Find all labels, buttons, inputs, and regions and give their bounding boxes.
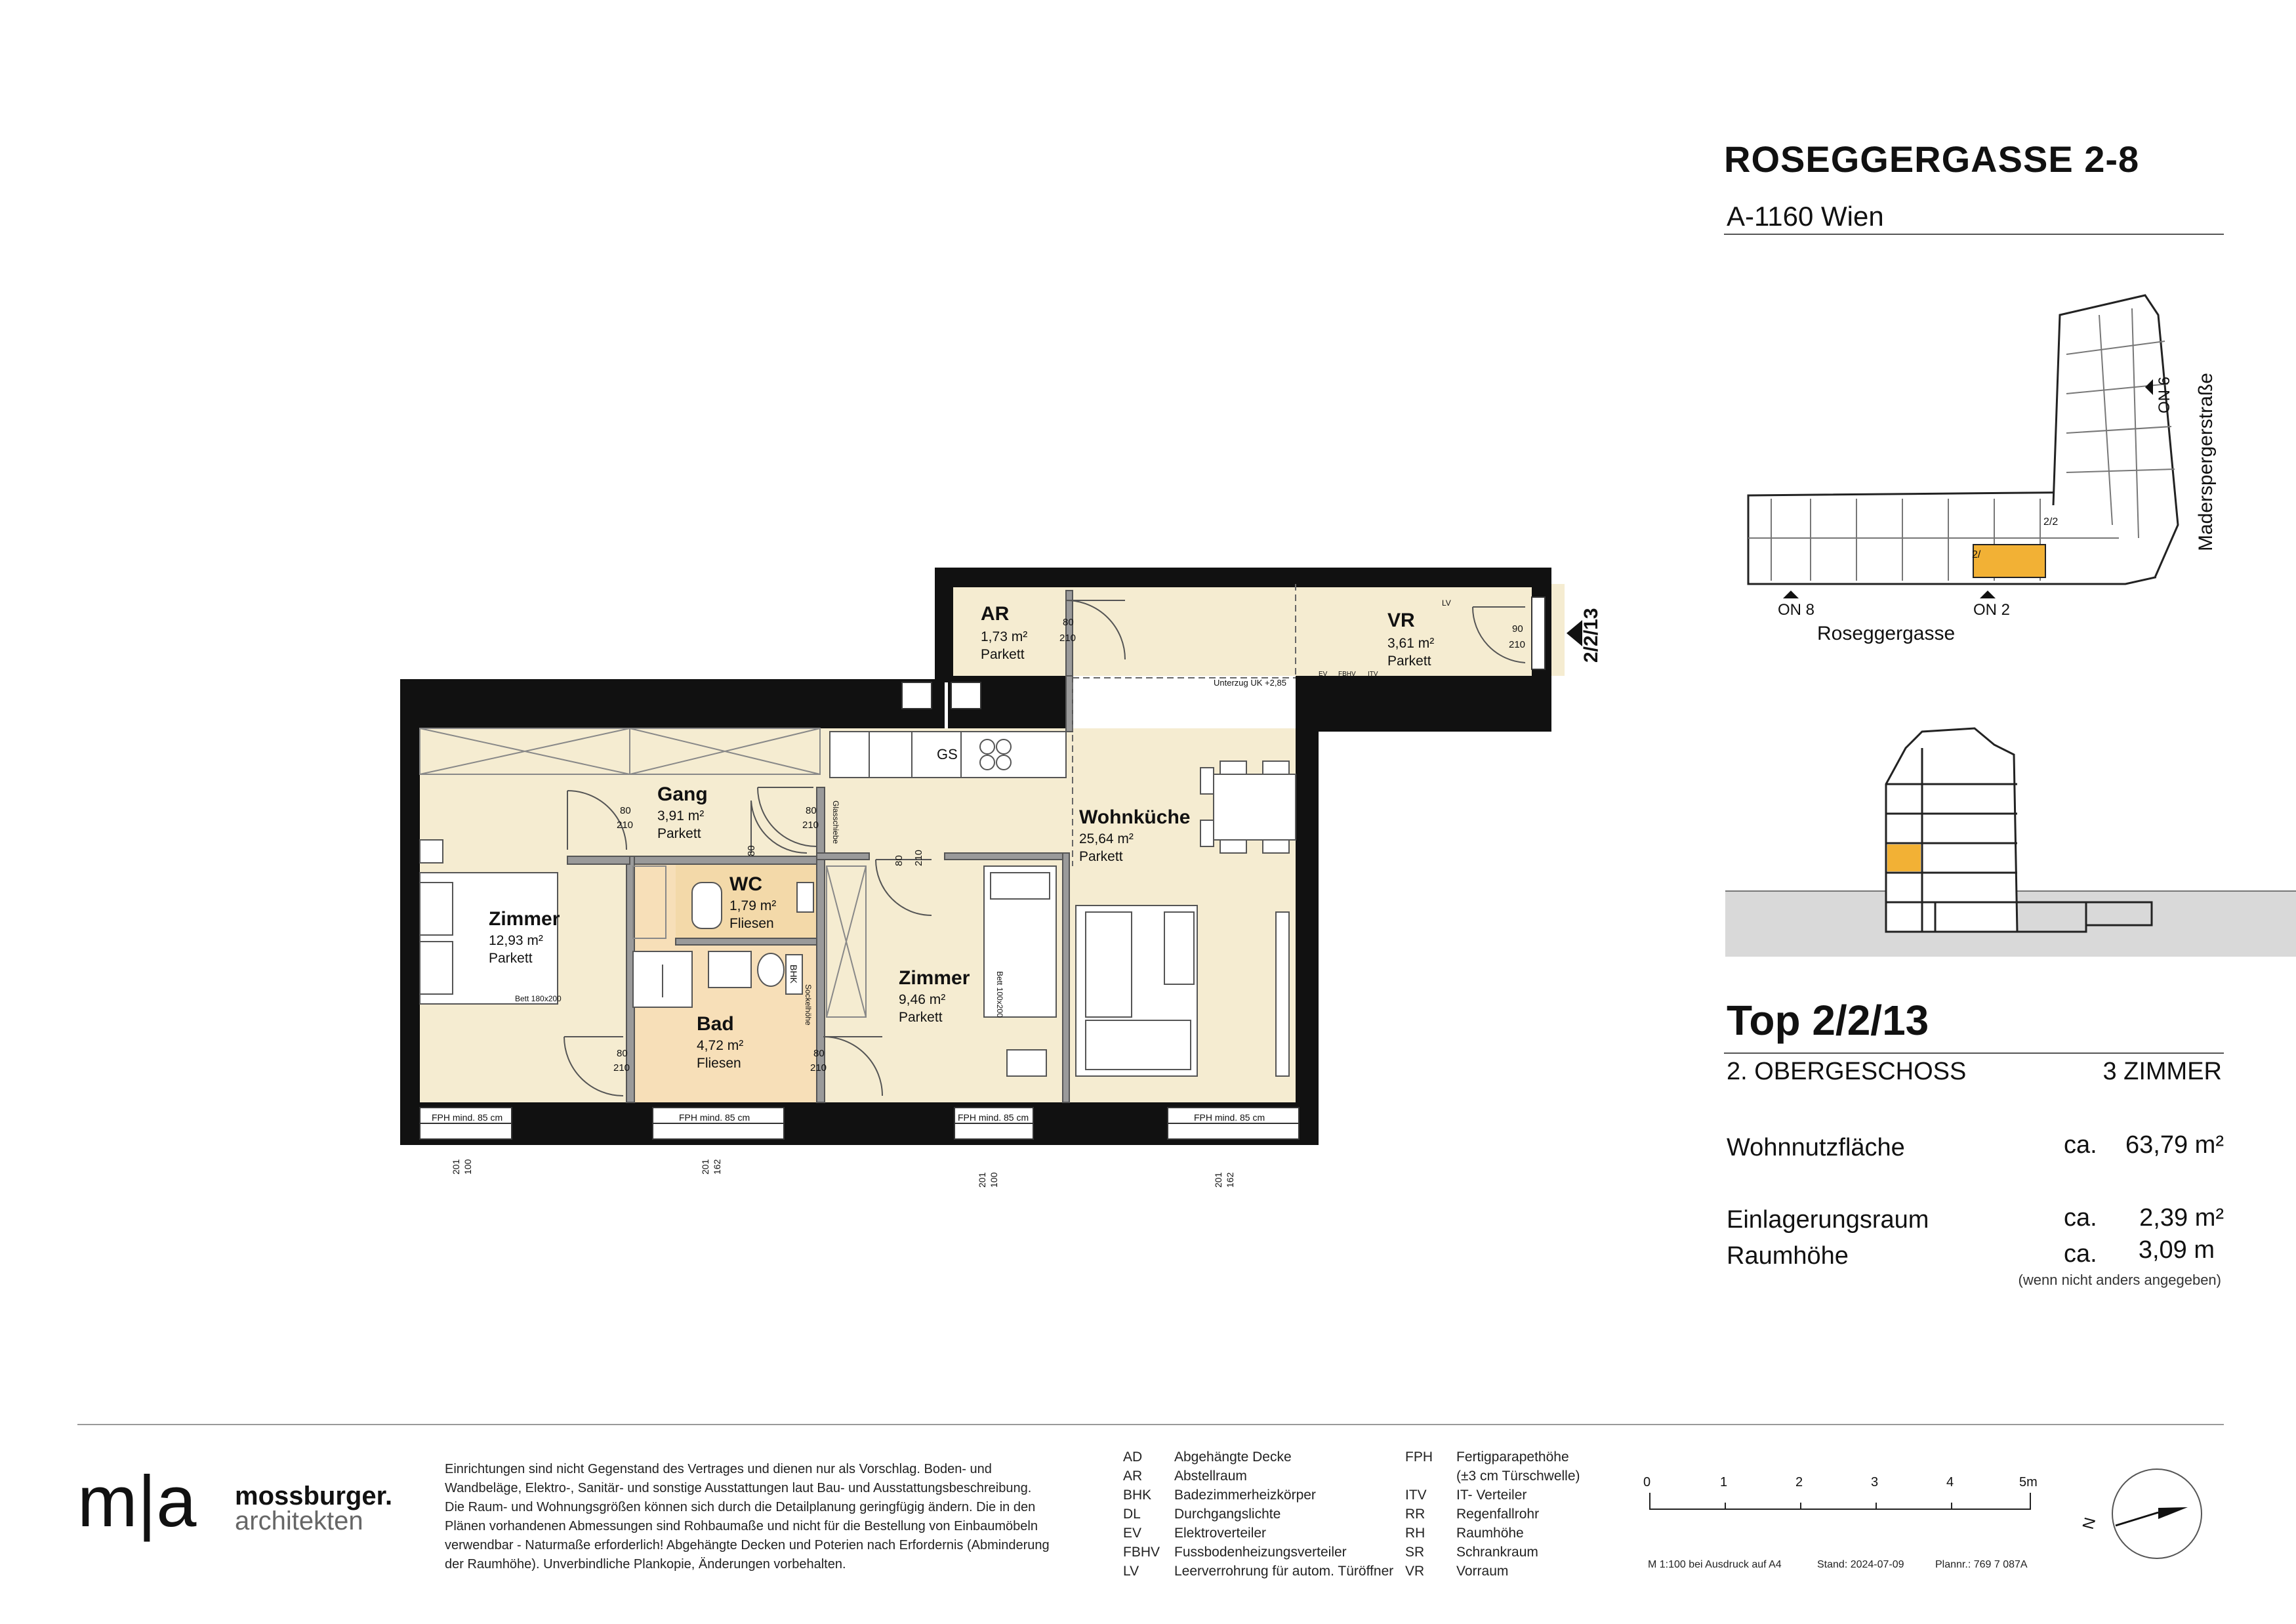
room-wc-name: WC xyxy=(729,873,762,895)
room-wc-floor: Fliesen xyxy=(729,916,774,931)
svg-text:210: 210 xyxy=(1509,639,1526,650)
window-vr-east xyxy=(1532,597,1545,669)
unit-floor: 2. OBERGESCHOSS xyxy=(1727,1058,1967,1085)
unit-highlight xyxy=(1973,545,2045,577)
wall-zimmer-kitchen xyxy=(817,853,869,860)
wall-vr-south xyxy=(1296,676,1551,732)
room-ar-floor: Parkett xyxy=(981,647,1025,662)
svg-text:90: 90 xyxy=(1512,623,1523,635)
section-marker-label: 2/2/13 xyxy=(1580,608,1602,663)
header-divider xyxy=(1724,234,2224,235)
north-arrow xyxy=(2080,1469,2202,1558)
beam-label: Unterzug UK +2,85 xyxy=(1214,678,1286,688)
room-vr-area: 3,61 m² xyxy=(1387,636,1435,651)
room-wohnkueche-area: 25,64 m² xyxy=(1079,831,1134,846)
marker-on6: ON 6 xyxy=(2156,376,2173,413)
wall-zimmer-gang xyxy=(567,856,630,864)
svg-text:FPH mind. 85 cm: FPH mind. 85 cm xyxy=(432,1112,503,1123)
raumhoehe-note: (wenn nicht anders angegeben) xyxy=(2018,1272,2221,1288)
room-wohnkueche-name: Wohnküche xyxy=(1079,806,1191,828)
bed-big-label: Bett 180x200 xyxy=(515,994,562,1003)
svg-text:80: 80 xyxy=(893,855,905,866)
scale-note: M 1:100 bei Ausdruck auf A4 xyxy=(1648,1559,1782,1570)
disclaimer: Einrichtungen sind nicht Gegenstand des Vertrages und dienen nur als Vorschlag. Boden- und Wandbeläge, Elektro-, Sanitär- und sonstige Ausstattungen laut Bau- und Ausstattungsbeschreibung. Die Raum- und Wohnungsgrößen können sich durch die Detailplanung geringfügig ändern. Die in den Plänen vorhandenen Abmessungen sind Rohbaumaße und nicht für die Bestellung von Einbaumöbeln verwendbar - Naturmaße erforderlich! Abgehängte Decken und Poterien nach Erfordernis (Abminderung der Raumhöhe). Unverbindliche Plankopie, Änderungen vorbehalten. xyxy=(445,1462,1050,1572)
bath-basin xyxy=(708,951,751,988)
wc-toilet xyxy=(692,883,722,928)
raumhoehe-value: 3,09 m xyxy=(2138,1236,2215,1264)
svg-text:80: 80 xyxy=(806,805,817,816)
brand-sub: architekten xyxy=(235,1507,363,1535)
brand-name: mossburger. xyxy=(235,1482,393,1510)
room-zimmer2-area: 9,46 m² xyxy=(899,992,946,1007)
wall-ar-main xyxy=(1066,676,1073,732)
room-zimmer2-floor: Parkett xyxy=(899,1010,943,1025)
wall-main-east xyxy=(1296,728,1319,1145)
wall-ar-west xyxy=(935,568,953,682)
scale-tick-0: 0 xyxy=(1643,1475,1651,1489)
scale-tick-3: 3 xyxy=(1871,1475,1879,1489)
wall-main-west xyxy=(400,679,420,1145)
dining-table xyxy=(1200,761,1296,853)
street-right: Maderspergerstraße xyxy=(2195,373,2217,551)
appliance-gs: GS xyxy=(937,746,958,762)
svg-text:210: 210 xyxy=(617,820,634,831)
svg-text:162: 162 xyxy=(712,1159,722,1175)
svg-text:201: 201 xyxy=(1213,1172,1223,1188)
stand: Stand: 2024-07-09 xyxy=(1817,1559,1904,1570)
svg-text:ITV: ITV xyxy=(1368,671,1378,678)
wall-gang-wc xyxy=(626,856,817,864)
section-marker xyxy=(1567,608,1602,663)
wc-basin xyxy=(797,883,813,912)
legend-right: FPH Fertigparapethöhe (±3 cm Türschwelle) ITV IT- Verteiler RR Regenfallrohr RH Raumhöhe SR Schrankraum VR Vorraum xyxy=(1405,1449,1580,1579)
svg-text:80: 80 xyxy=(813,1048,825,1059)
site-plan xyxy=(1748,295,2217,644)
legend-left: AD Abgehängte Decke AR Abstellraum BHK Badezimmerheizkörper DL Durchgangslichte EV Elektroverteiler FBHV Fussbodenheizungsverteiler LV Leerverrohrung für autom. Türöffner xyxy=(1123,1449,1394,1579)
room-ar-area: 1,73 m² xyxy=(981,629,1028,644)
raumhoehe-label: Raumhöhe xyxy=(1727,1242,1849,1270)
scale-tick-5: 5m xyxy=(2019,1475,2038,1489)
room-bad-floor: Fliesen xyxy=(697,1056,741,1071)
svg-text:80: 80 xyxy=(620,805,631,816)
svg-text:210: 210 xyxy=(810,1062,827,1073)
room-zimmer1-floor: Parkett xyxy=(489,951,533,966)
svg-text:FPH mind. 85 cm: FPH mind. 85 cm xyxy=(1194,1112,1265,1123)
room-bad-area: 4,72 m² xyxy=(697,1038,744,1053)
unit-divider xyxy=(1724,1052,2224,1054)
wall-main-north xyxy=(400,679,945,728)
svg-text:FPH mind. 85 cm: FPH mind. 85 cm xyxy=(679,1112,750,1123)
room-zimmer1-area: 12,93 m² xyxy=(489,933,543,948)
svg-text:210: 210 xyxy=(913,849,924,866)
bhk-label: BHK xyxy=(789,965,799,984)
window-dims xyxy=(451,1159,1235,1188)
room-zimmer1-name: Zimmer xyxy=(489,908,560,930)
room-wc-area: 1,79 m² xyxy=(729,898,777,913)
svg-text:FPH mind. 85 cm: FPH mind. 85 cm xyxy=(958,1112,1029,1123)
raumhoehe-ca: ca. xyxy=(2064,1240,2097,1268)
svg-text:210: 210 xyxy=(802,820,819,831)
room-ar-name: AR xyxy=(981,603,1010,625)
room-gang-area: 3,91 m² xyxy=(657,808,705,823)
einlagerung-value: 2,39 m² xyxy=(2139,1204,2224,1232)
room-zimmer2-name: Zimmer xyxy=(899,967,970,989)
floor-ar-vr xyxy=(948,584,1565,676)
wall-top-north xyxy=(935,568,1551,587)
einlagerung-label: Einlagerungsraum xyxy=(1727,1206,1929,1234)
address: A-1160 Wien xyxy=(1727,201,1884,232)
room-gang-name: Gang xyxy=(657,783,708,805)
room-wohnkueche-floor: Parkett xyxy=(1079,849,1123,864)
room-vr-name: VR xyxy=(1387,610,1415,631)
street-bottom: Roseggergasse xyxy=(1817,623,1956,644)
wohnnutzflaeche-label: Wohnnutzfläche xyxy=(1727,1134,1905,1161)
bath-washer xyxy=(758,953,784,986)
room-gang-floor: Parkett xyxy=(657,826,701,841)
svg-text:EV: EV xyxy=(1319,671,1328,678)
svg-text:FBHV: FBHV xyxy=(1338,671,1356,678)
wohnnutzflaeche-ca: ca. xyxy=(2064,1131,2097,1159)
unit-rooms: 3 ZIMMER xyxy=(2102,1058,2222,1085)
section-unit-highlight xyxy=(1887,844,1921,871)
scale-tick-2: 2 xyxy=(1795,1475,1803,1489)
svg-text:100: 100 xyxy=(989,1172,999,1188)
north-label: N xyxy=(2079,1515,2100,1531)
room-vr-floor: Parkett xyxy=(1387,654,1431,669)
svg-text:201: 201 xyxy=(700,1159,710,1175)
sockel-label: Sockelhöhe xyxy=(804,984,813,1026)
svg-text:201: 201 xyxy=(977,1172,987,1188)
unit-name: Top 2/2/13 xyxy=(1727,997,1929,1044)
wall-wc-bad xyxy=(676,938,817,945)
footer-divider xyxy=(77,1424,2224,1425)
svg-text:210: 210 xyxy=(1059,633,1076,644)
lv-label: LV xyxy=(1442,598,1451,608)
marker-on2: ON 2 xyxy=(1973,601,2011,619)
svg-text:201: 201 xyxy=(451,1159,461,1175)
section-view xyxy=(1725,728,2296,957)
wall-zimmer2-east xyxy=(1063,853,1069,1102)
room-bad-name: Bad xyxy=(697,1013,734,1035)
svg-text:80: 80 xyxy=(1063,617,1074,628)
wohnnutzflaeche-value: 63,79 m² xyxy=(2125,1131,2224,1159)
plannr: Plannr.: 769 7 087A xyxy=(1935,1559,2028,1570)
svg-text:100: 100 xyxy=(462,1159,473,1175)
einlagerung-ca: ca. xyxy=(2064,1204,2097,1232)
page-title: ROSEGGERGASSE 2-8 xyxy=(1724,138,2140,180)
bed-small-label: Bett 100x200 xyxy=(995,971,1004,1018)
svg-text:80: 80 xyxy=(746,845,757,856)
glasschiebe-label: Glasschiebe xyxy=(831,801,840,844)
scale-tick-4: 4 xyxy=(1946,1475,1954,1489)
svg-text:80: 80 xyxy=(617,1048,628,1059)
wall-zimmer2-north xyxy=(945,853,1063,860)
scale-tick-1: 1 xyxy=(1720,1475,1728,1489)
svg-text:210: 210 xyxy=(613,1062,630,1073)
svg-text:162: 162 xyxy=(1225,1172,1235,1188)
unit-label-2: 2/ xyxy=(1972,549,1981,560)
scale-bar xyxy=(1643,1475,2038,1509)
marker-on8: ON 8 xyxy=(1778,601,1815,619)
logo: m|a xyxy=(77,1461,197,1542)
unit-label-1: 2/2 xyxy=(2043,516,2059,528)
